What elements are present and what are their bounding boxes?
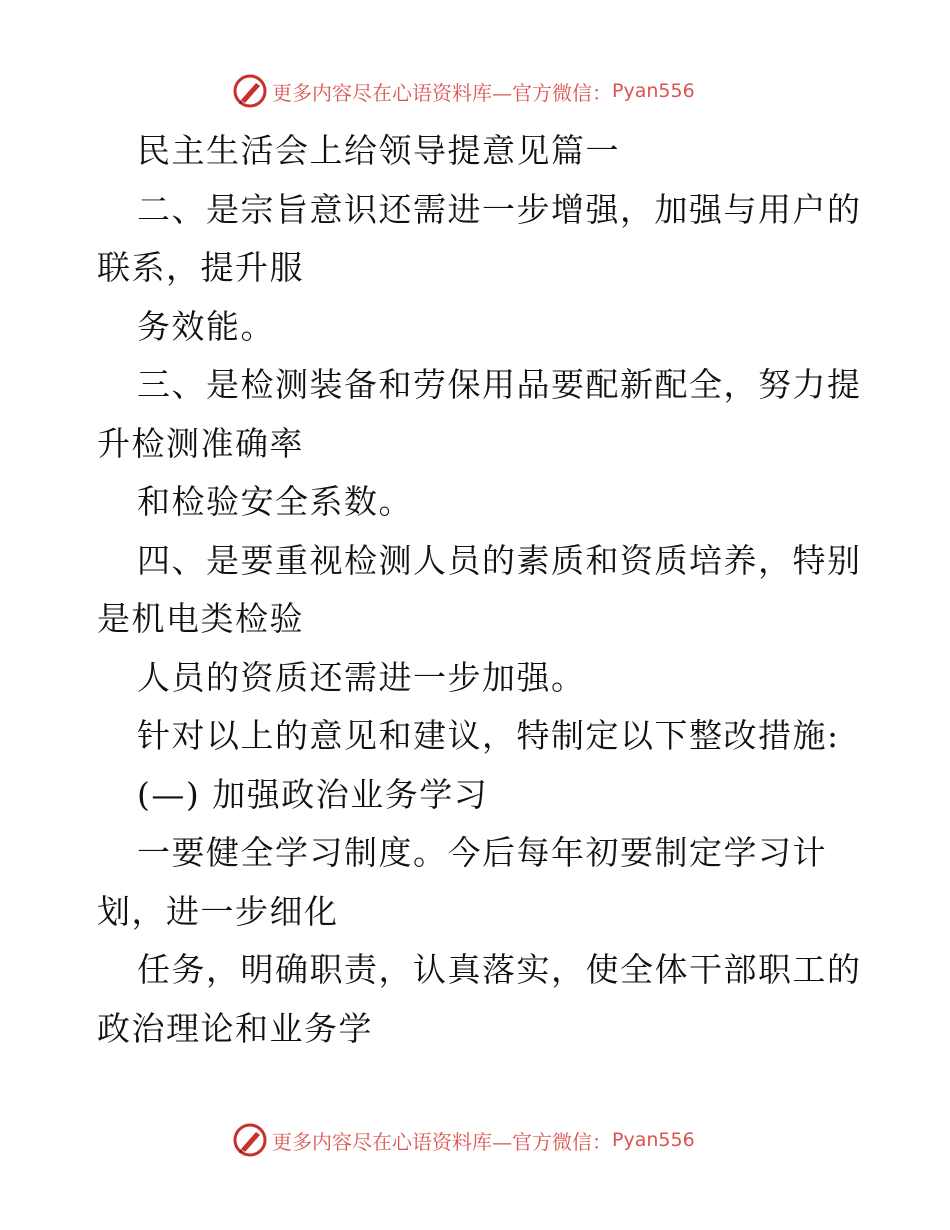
header-watermark [232,71,695,111]
doc-line: 联系，提升服 [97,248,304,287]
doc-line: 和检验安全系数。 [137,482,413,521]
doc-line: (—) 加强政治业务学习 [137,774,489,814]
watermark-text: 更多内容尽在心语资料库—官方微信： [272,1129,612,1154]
doc-line: 二、是宗旨意识还需进一步增强，加强与用户的 [137,189,862,229]
doc-line: 一要健全学习制度。今后每年初要制定学习计 [137,833,827,872]
doc-line: 民主生活会上给领导提意见篇一 [137,131,620,170]
doc-line: 是机电类检验 [97,599,304,638]
pen-logo-icon [232,1122,268,1158]
watermark-text: 更多内容尽在心语资料库—官方微信： [272,80,612,105]
doc-line: 划，进一步细化 [97,891,339,931]
pen-logo-icon [232,73,268,109]
doc-line: 任务，明确职责，认真落实，使全体干部职工的 [137,950,862,989]
watermark-contact: Pyan556 [612,1129,695,1151]
document-body [97,122,862,1058]
footer-watermark [232,1120,695,1160]
doc-line: 三、是检测装备和劳保用品要配新配全，努力提 [137,365,862,404]
doc-line: 针对以上的意见和建议，特制定以下整改措施: [137,716,840,755]
doc-line: 政治理论和业务学 [97,1008,373,1048]
doc-line: 升检测准确率 [97,423,304,463]
watermark-contact: Pyan556 [612,80,695,102]
doc-line: 务效能。 [137,306,275,346]
doc-line: 四、是要重视检测人员的素质和资质培养，特别 [137,540,862,580]
doc-line: 人员的资质还需进一步加强。 [137,657,586,697]
